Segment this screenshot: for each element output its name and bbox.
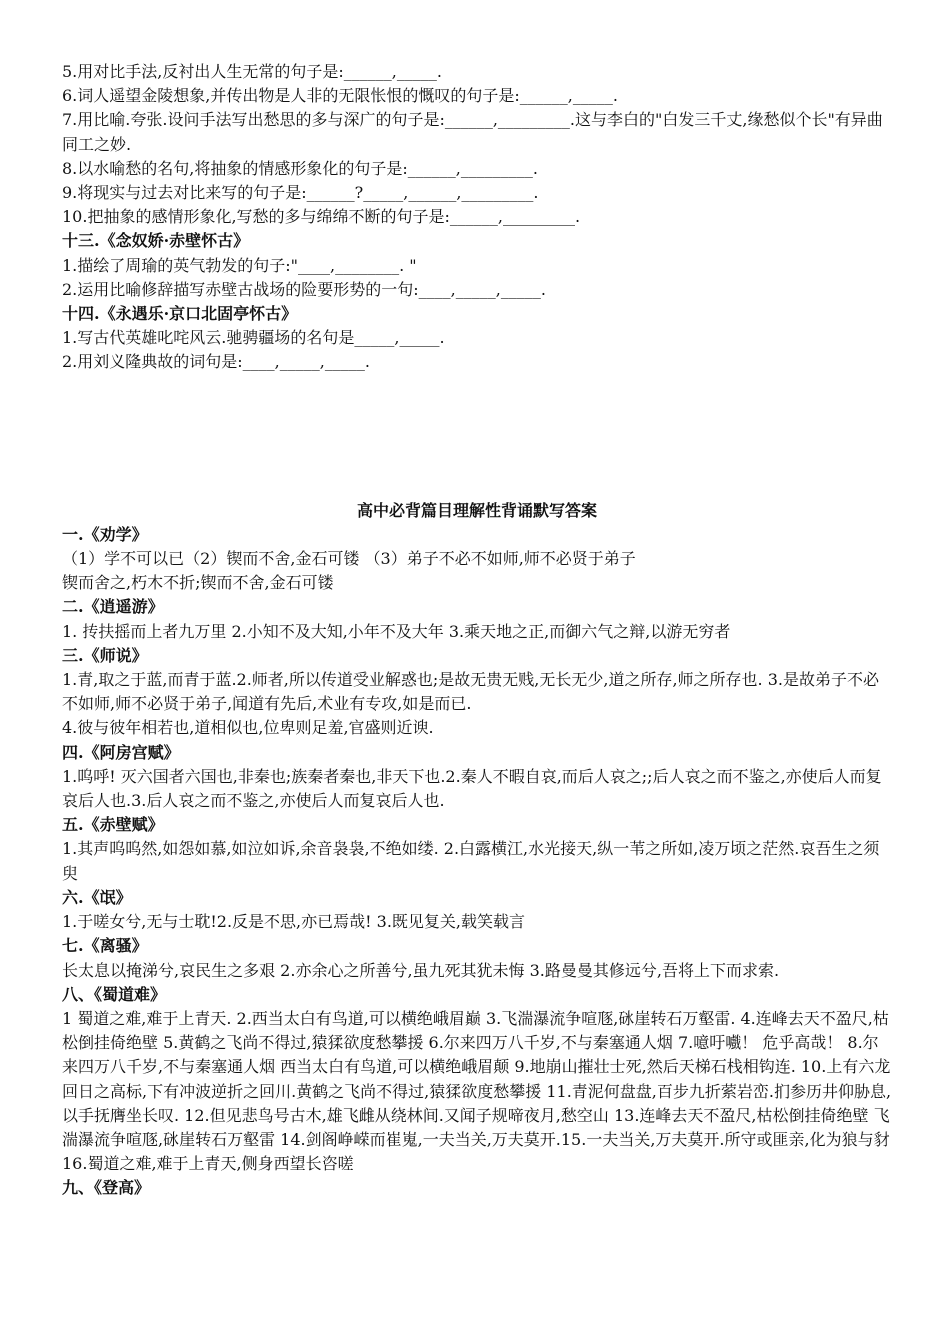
text-line: 5.用对比手法,反衬出人生无常的句子是:______,_____. — [62, 62, 442, 81]
section-heading: 八、《蜀道难》 — [62, 984, 167, 1004]
text-line: 4.彼与彼年相若也,道相似也,位卑则足羞,官盛则近谀. — [62, 718, 434, 738]
answer-title: 高中必背篇目理解性背诵默写答案 — [356, 500, 597, 520]
text-line: 2.用刘义隆典故的词句是:____,_____,_____. — [62, 352, 370, 372]
text-line: 1.其声呜呜然,如怨如慕,如泣如诉,余音袅袅,不绝如缕. 2.白露横江,水光接天,纵一苇之所如,凌万顷之茫然.哀吾生之须臾 — [62, 839, 880, 883]
section-heading: 十四.《永遇乐·京口北固亭怀古》 — [62, 304, 298, 324]
text-line: 7.用比喻.夸张.设问手法写出愁思的多与深广的句子是:______,_________.这与李白的"白发三千丈,缘愁似个长"有异曲同工之妙. — [62, 110, 883, 154]
document-page — [62, 60, 892, 1201]
text-line: 6.词人遥望金陵想象,并传出物是人非的无限怅恨的慨叹的句子是:______,_____. — [62, 86, 618, 106]
section-heading: 十三.《念奴娇·赤壁怀古》 — [62, 231, 250, 251]
text-line: 锲而舍之,朽木不折;锲而不舍,金石可镂 — [62, 573, 334, 593]
text-line: （1）学不可以已（2）锲而不舍,金石可镂 （3）弟子不必不如师,师不必贤于弟子 — [62, 549, 636, 569]
section-gap — [62, 375, 892, 499]
section-heading: 五.《赤壁赋》 — [62, 815, 164, 835]
text-line: 9.将现实与过去对比来写的句子是:______?_____,______,_________. — [62, 183, 539, 203]
section-heading: 七.《离骚》 — [62, 936, 148, 956]
section-heading: 六.《氓》 — [62, 887, 132, 907]
text-line: 1 蜀道之难,难于上青天. 2.西当太白有鸟道,可以横绝峨眉巅 3.飞湍瀑流争喧豗,砯崖转石万壑雷. 4.连峰去天不盈尺,枯松倒挂倚绝壁 5.黄鹤之飞尚不得过,猿猱欲度愁攀援 6.尔来四万八千岁,不与秦塞通人烟 7.噫吁嚱！ 危乎高哉！ 8.尔来四万八千岁,不与秦塞通人烟 西当太白有鸟道,可以横绝峨眉颠 9.地崩山摧壮士死,然后天梯石栈相钩连. 10.上有六龙回日之高标,下有冲波逆折之回川.黄鹤之飞尚不得过,猿猱欲度愁攀援 11.青泥何盘盘,百步九折萦岩峦.扪参历井仰胁息,以手抚膺坐长叹. 12.但见悲鸟号古木,雄飞雌从绕林间.又闻子规啼夜月,愁空山 13.连峰去天不盈尺,枯松倒挂倚绝壁 飞湍瀑流争喧豗,砯崖转石万壑雷 14.剑阁峥嵘而崔嵬,一夫当关,万夫莫开.15.一夫当关,万夫莫开.所守或匪亲,化为狼与豺 16.蜀道之难,难于上青天,侧身西望长咨嗟 — [62, 1008, 892, 1174]
section-heading: 一.《劝学》 — [62, 524, 148, 544]
text-line: 1.于嗟女兮,无与士耽!2.反是不思,亦已焉哉! 3.既见复关,载笑载言 — [62, 912, 526, 932]
section-heading: 三.《师说》 — [62, 645, 148, 665]
answer-section — [62, 523, 892, 1201]
text-line: 1.青,取之于蓝,而青于蓝.2.师者,所以传道受业解惑也;是故无贵无贱,无长无少,道之所存,师之所存也. 3.是故弟子不必不如师,师不必贤于弟子,闻道有先后,术业有专攻,如是而已. — [62, 670, 879, 714]
section-heading: 二.《逍遥游》 — [62, 597, 164, 617]
section-heading: 四.《阿房宫赋》 — [62, 742, 180, 762]
text-line: 长太息以掩涕兮,哀民生之多艰 2.亦余心之所善兮,虽九死其犹未悔 3.路曼曼其修远兮,吾将上下而求索. — [62, 960, 780, 980]
text-line: 1.描绘了周瑜的英气勃发的句子:"____,________. " — [62, 255, 417, 275]
text-line: 1.写古代英雄叱咤风云.驰骋疆场的名句是_____,_____. — [62, 328, 445, 348]
text-line: 1.呜呼! 灭六国者六国也,非秦也;族秦者秦也,非天下也.2.秦人不暇自哀,而后人哀之;;后人哀之而不鉴之,亦使后人而复哀后人也.3.后人哀之而不鉴之,亦使后人而复哀后人也. — [62, 766, 882, 811]
section-heading: 九、《登高》 — [62, 1178, 151, 1198]
text-line: 8.以水喻愁的名句,将抽象的情感形象化的句子是:______,_________. — [62, 158, 538, 178]
question-section — [62, 60, 892, 375]
text-line: 2.运用比喻修辞描写赤壁古战场的险要形势的一句:____,_____,_____. — [62, 279, 546, 299]
text-line: 1. 抟扶摇而上者九万里 2.小知不及大知,小年不及大年 3.乘天地之正,而御六气之辩,以游无穷者 — [62, 621, 731, 641]
text-line: 10.把抽象的感情形象化,写愁的多与绵绵不断的句子是:______,_________. — [62, 207, 581, 227]
